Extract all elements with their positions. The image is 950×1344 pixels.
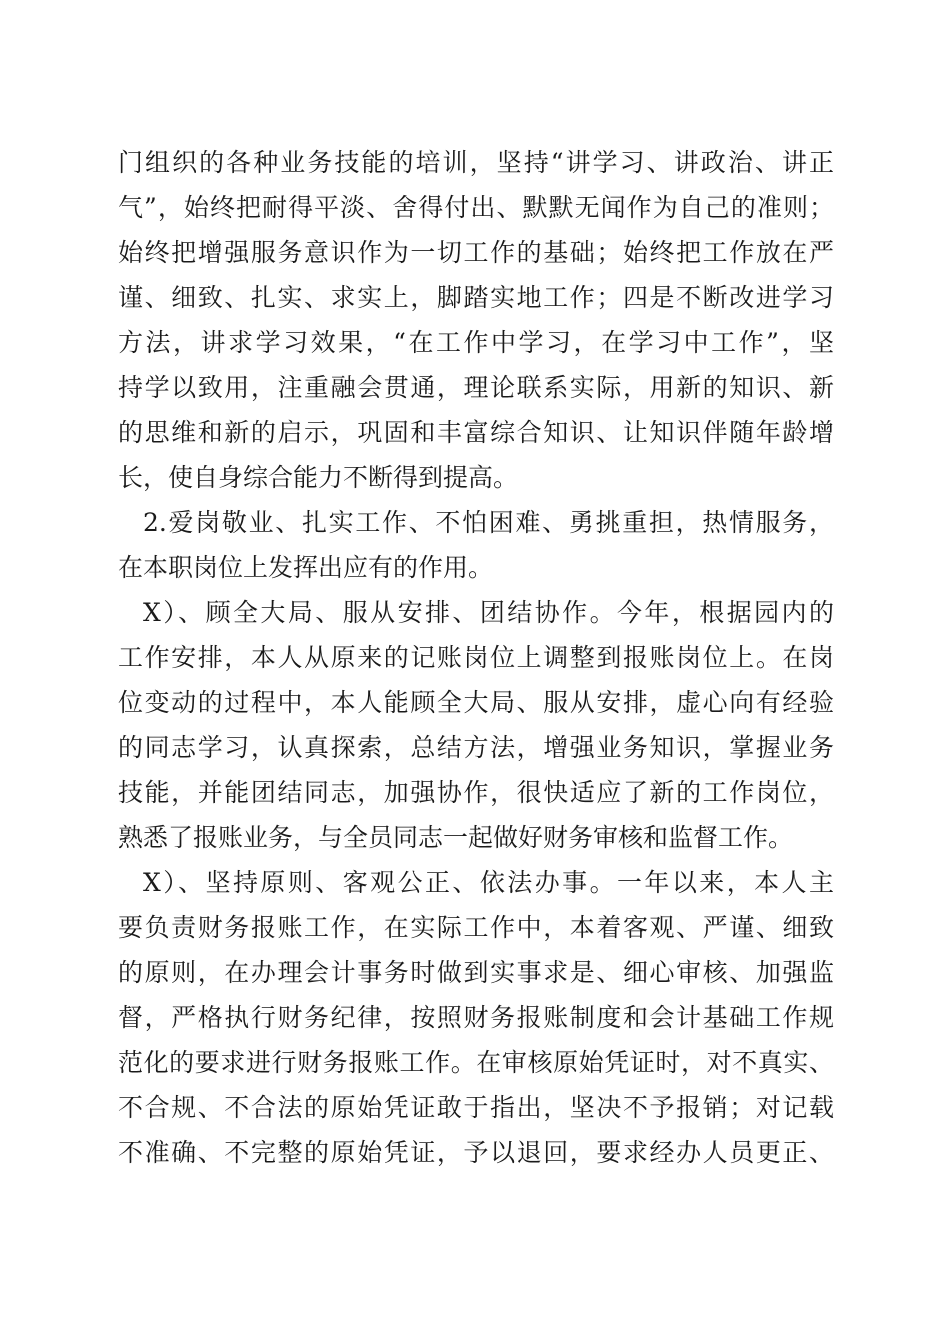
text-line: 的思维和新的启示，巩固和丰富综合知识、让知识伴随年龄增 xyxy=(118,418,834,447)
text-line: X）、顾全大局、服从安排、团结协作。今年，根据园内的 xyxy=(143,598,834,627)
text-line: 气”，始终把耐得平淡、舍得付出、默默无闻作为自己的准则； xyxy=(118,193,834,222)
text-line: 持学以致用，注重融会贯通，理论联系实际，用新的知识、新 xyxy=(118,373,834,402)
text-line: 在本职岗位上发挥出应有的作用。 xyxy=(118,553,494,582)
text-line: 方法，讲求学习效果，“在工作中学习，在学习中工作”，坚 xyxy=(118,328,834,357)
text-line: 技能，并能团结同志，加强协作，很快适应了新的工作岗位， xyxy=(118,778,834,807)
text-line: 范化的要求进行财务报账工作。在审核原始凭证时，对不真实、 xyxy=(118,1048,834,1077)
text-line: 的原则，在办理会计事务时做到实事求是、细心审核、加强监 xyxy=(118,958,834,987)
text-line: 督，严格执行财务纪律，按照财务报账制度和会计基础工作规 xyxy=(118,1003,834,1032)
text-line: 位变动的过程中，本人能顾全大局、服从安排，虚心向有经验 xyxy=(118,688,834,717)
text-line: 熟悉了报账业务，与全员同志一起做好财务审核和监督工作。 xyxy=(118,823,794,852)
text-line: 门组织的各种业务技能的培训，坚持“讲学习、讲政治、讲正 xyxy=(118,148,834,177)
text-line: X）、坚持原则、客观公正、依法办事。一年以来，本人主 xyxy=(143,868,834,897)
text-line: 谨、细致、扎实、求实上，脚踏实地工作；四是不断改进学习 xyxy=(118,283,834,312)
text-line: 长，使自身综合能力不断得到提高。 xyxy=(118,463,519,492)
text-line: 不准确、不完整的原始凭证，予以退回，要求经办人员更正、 xyxy=(118,1138,834,1167)
text-line: 工作安排，本人从原来的记账岗位上调整到报账岗位上。在岗 xyxy=(118,643,834,672)
document-body xyxy=(118,140,834,1175)
text-line: 不合规、不合法的原始凭证敢于指出，坚决不予报销；对记载 xyxy=(118,1093,834,1122)
text-line: 要负责财务报账工作，在实际工作中，本着客观、严谨、细致 xyxy=(118,913,834,942)
text-line: 2.爱岗敬业、扎实工作、不怕困难、勇挑重担，热情服务， xyxy=(143,508,834,537)
text-line: 始终把增强服务意识作为一切工作的基础；始终把工作放在严 xyxy=(118,238,834,267)
text-line: 的同志学习，认真探索，总结方法，增强业务知识，掌握业务 xyxy=(118,733,834,762)
